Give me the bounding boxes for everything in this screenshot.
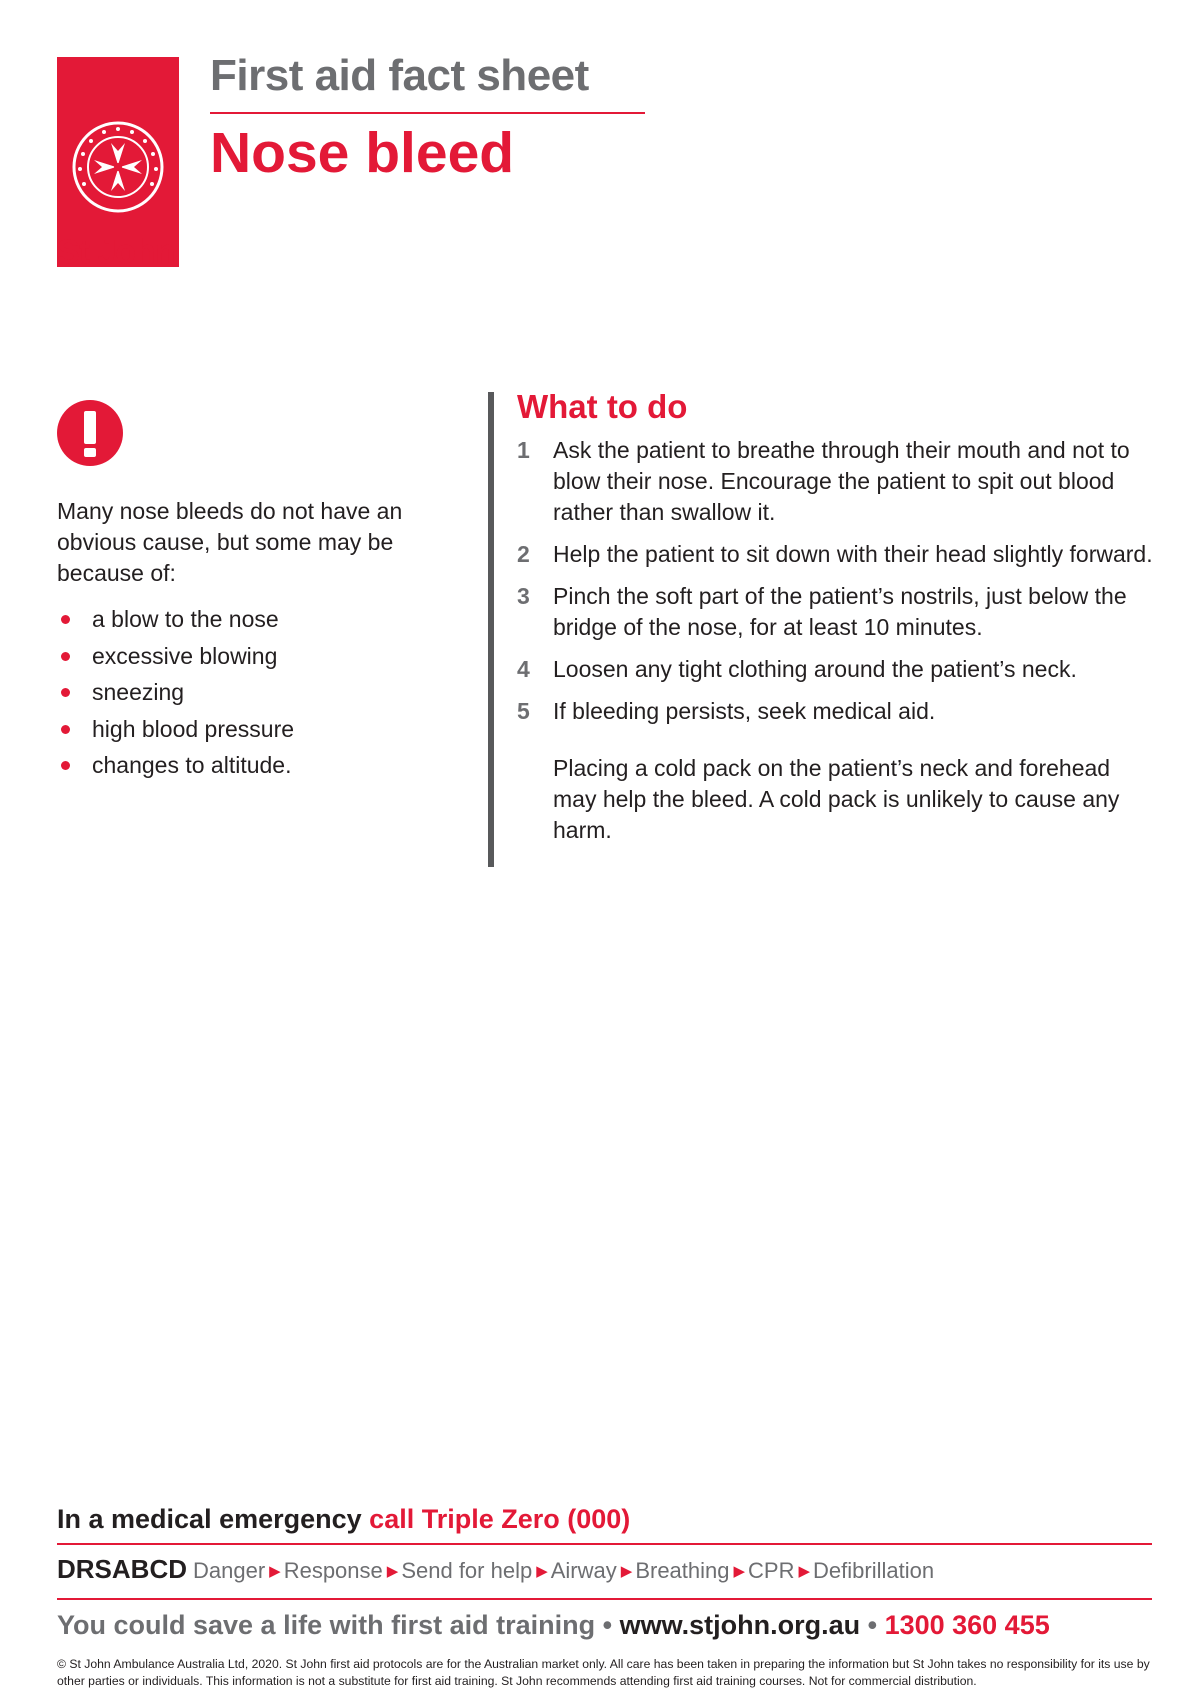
bullet-icon xyxy=(61,652,70,661)
drsabcd-step: Send for help xyxy=(401,1558,533,1583)
drsabcd-code: DRSABCD xyxy=(57,1554,187,1584)
cause-item: a blow to the nose xyxy=(57,601,437,638)
step-item: 2 Help the patient to sit down with their head slightly forward. xyxy=(517,539,1157,570)
document-subtitle: Nose bleed xyxy=(210,121,515,186)
drsabcd-step: CPR xyxy=(748,1558,795,1583)
drsabcd-step: Defibrillation xyxy=(813,1558,935,1583)
causes-section xyxy=(57,400,437,784)
steps-list xyxy=(517,435,1157,727)
drsabcd-step: Breathing xyxy=(635,1558,730,1583)
bullet-icon xyxy=(61,725,70,734)
step-item: 5 If bleeding persists, seek medical aid. xyxy=(517,696,1157,727)
arrow-right-icon: ▶ xyxy=(620,1563,633,1580)
bullet-icon xyxy=(61,761,70,770)
emergency-call: call Triple Zero (000) xyxy=(369,1504,631,1534)
cold-pack-note: Placing a cold pack on the patient’s neck and forehead may help the bleed. A cold pack is unlikely to cause any harm. xyxy=(553,755,1120,843)
title-divider xyxy=(210,112,645,114)
cause-item: high blood pressure xyxy=(57,711,437,748)
step-item: 1 Ask the patient to breathe through their mouth and not to blow their nose. Encourage the patient to spit out blood rather than swallow it. xyxy=(517,437,1130,525)
causes-list xyxy=(57,601,437,784)
section-heading: What to do xyxy=(517,388,688,425)
drsabcd-step: Danger xyxy=(193,1558,266,1583)
arrow-right-icon: ▶ xyxy=(386,1563,399,1580)
drsabcd-line xyxy=(57,1554,1152,1589)
bullet-icon xyxy=(61,615,70,624)
drsabcd-step: Airway xyxy=(550,1558,617,1583)
drsabcd-step: Response xyxy=(283,1558,383,1583)
cause-item: changes to altitude. xyxy=(57,747,437,784)
step-number: 1 xyxy=(517,437,530,463)
causes-intro: Many nose bleeds do not have an obvious cause, but some may be because of: xyxy=(57,498,403,586)
step-item: 3 Pinch the soft part of the patient’s nostrils, just below the bridge of the nose, for at least 10 minutes. xyxy=(517,583,1127,640)
exclamation-alert-icon xyxy=(57,400,123,466)
arrow-right-icon: ▶ xyxy=(536,1563,548,1580)
arrow-right-icon: ▶ xyxy=(798,1563,811,1580)
logo-wordmark: St John xyxy=(57,233,175,271)
training-line: You could save a life with first aid training • www.stjohn.org.au • 1300 360 455 xyxy=(57,1610,1050,1640)
website-link[interactable]: www.stjohn.org.au xyxy=(619,1610,861,1640)
document-title: First aid fact sheet xyxy=(210,51,589,100)
step-number: 2 xyxy=(517,541,530,567)
emergency-line: In a medical emergency call Triple Zero (000) xyxy=(57,1504,631,1534)
bullet-icon xyxy=(61,688,70,697)
separator-bullet: • xyxy=(602,1610,613,1640)
document-header xyxy=(210,52,645,185)
cause-item: excessive blowing xyxy=(57,638,437,675)
phone-number[interactable]: 1300 360 455 xyxy=(884,1610,1050,1640)
step-item: 4 Loosen any tight clothing around the patient’s neck. xyxy=(517,654,1157,685)
footer-divider xyxy=(57,1543,1152,1545)
step-number: 3 xyxy=(517,583,530,609)
copyright-notice: © St John Ambulance Australia Ltd, 2020. St John first aid protocols are for the Australian market only. All care has been taken in preparing the information but St John takes no responsibility for its use by other parties or individuals. This information is not a substitute for first aid training. St John recommends attending first aid training courses. Not for commercial distribution. xyxy=(57,1657,1150,1688)
arrow-right-icon: ▶ xyxy=(269,1563,281,1580)
step-number: 4 xyxy=(517,656,530,682)
arrow-right-icon: ▶ xyxy=(733,1563,746,1580)
footer-divider xyxy=(57,1598,1152,1600)
cause-item: sneezing xyxy=(57,674,437,711)
separator-bullet: • xyxy=(867,1610,878,1640)
step-number: 5 xyxy=(517,698,530,724)
column-divider xyxy=(488,392,494,867)
what-to-do-section xyxy=(517,387,1157,846)
footer xyxy=(57,1502,1152,1690)
